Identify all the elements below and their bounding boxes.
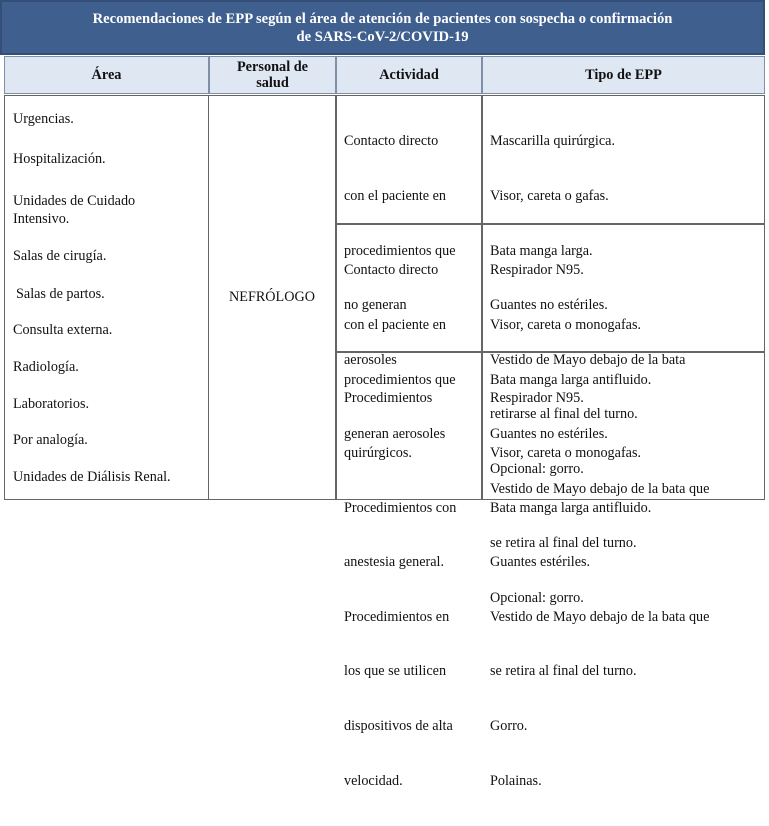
table-title-line2: de SARS-CoV-2/COVID-19 [296,28,469,45]
row1-actividad-cell [336,95,482,368]
epp-line: Opcional: gorro. [490,590,584,607]
personal-role: NEFRÓLOGO [229,289,315,305]
actividad-line: procedimientos que [344,371,456,388]
area-item: Por analogía. [13,432,88,448]
epp-line: Vestido de Mayo debajo de la bata que [490,480,710,497]
epp-line: Opcional: gorro. [490,461,584,478]
area-item: Salas de partos. [16,286,105,302]
actividad-line: Contacto directo [344,262,439,279]
epp-line: se retira al final del turno. [490,663,637,680]
area-item: Consulta externa. [13,322,113,338]
area-item: Radiología. [13,359,79,375]
epp-line: Guantes estériles. [490,554,591,571]
table-title [53,10,713,46]
header-personal-line1: Personal de [236,59,309,75]
area-item: Urgencias. [13,111,74,127]
actividad-line: Procedimientos con [344,499,457,516]
actividad-line: Procedimientos en [344,608,450,625]
epp-line: Guantes no estériles. [490,297,608,314]
epp-line: Vestido de Mayo debajo de la bata que [490,608,710,625]
area-item: Salas de cirugía. [13,248,107,264]
epp-line: Vestido de Mayo debajo de la bata [490,351,686,368]
actividad-line: con el paciente en [344,188,447,205]
header-personal [209,56,336,94]
header-personal-line2: salud [256,75,289,91]
row2-actividad-cell [336,224,482,443]
table-title-bar [0,0,765,55]
actividad-line: los que se utilicen [344,663,447,680]
area-item: Unidades de Cuidado [13,193,136,209]
epp-line: se retira al final del turno. [490,535,637,552]
personal-column [209,95,336,500]
header-tipo-epp [482,56,765,94]
header-area [4,56,209,94]
area-column [4,95,209,500]
area-item: Laboratorios. [13,396,90,412]
actividad-line: procedimientos que [344,242,456,259]
header-actividad-label: Actividad [379,67,439,83]
epp-line: Mascarilla quirúrgica. [490,133,616,150]
actividad-line: Contacto directo [344,133,439,150]
epp-line: Bata manga larga antifluido. [490,371,652,388]
epp-line: Bata manga larga. [490,242,593,259]
epp-line: Visor, careta o gafas. [490,188,609,205]
row3-actividad-cell [336,352,482,789]
actividad-line: dispositivos de alta [344,718,453,735]
header-area-label: Área [91,67,122,83]
header-personal-label [237,59,308,91]
epp-line: retirarse al final del turno. [490,406,638,423]
epp-line: Guantes no estériles. [490,426,608,443]
epp-line: Visor, careta o monogafas. [490,445,642,462]
actividad-line: anestesia general. [344,554,445,571]
actividad-line: quirúrgicos. [344,445,412,462]
actividad-line: velocidad. [344,772,403,789]
epp-line: Polainas. [490,772,542,789]
area-item: Unidades de Diálisis Renal. [13,469,171,485]
actividad-line: no generan [344,297,407,314]
epp-line: Visor, careta o monogafas. [490,317,642,334]
area-item: Hospitalización. [13,151,106,167]
header-tipo-epp-label: Tipo de EPP [585,67,662,83]
area-item: Intensivo. [13,211,70,227]
epp-line: Respirador N95. [490,262,584,279]
epp-line: Bata manga larga antifluido. [490,499,652,516]
epp-line: Respirador N95. [490,390,584,407]
actividad-line: aerosoles [344,351,397,368]
actividad-line: Procedimientos [344,390,433,407]
actividad-line: con el paciente en [344,317,447,334]
header-actividad [336,56,482,94]
actividad-line: generan aerosoles [344,426,446,443]
epp-line: Gorro. [490,718,528,735]
table-title-line1: Recomendaciones de EPP según el área de atención de pacientes con sospecha o confirmación [92,10,673,27]
